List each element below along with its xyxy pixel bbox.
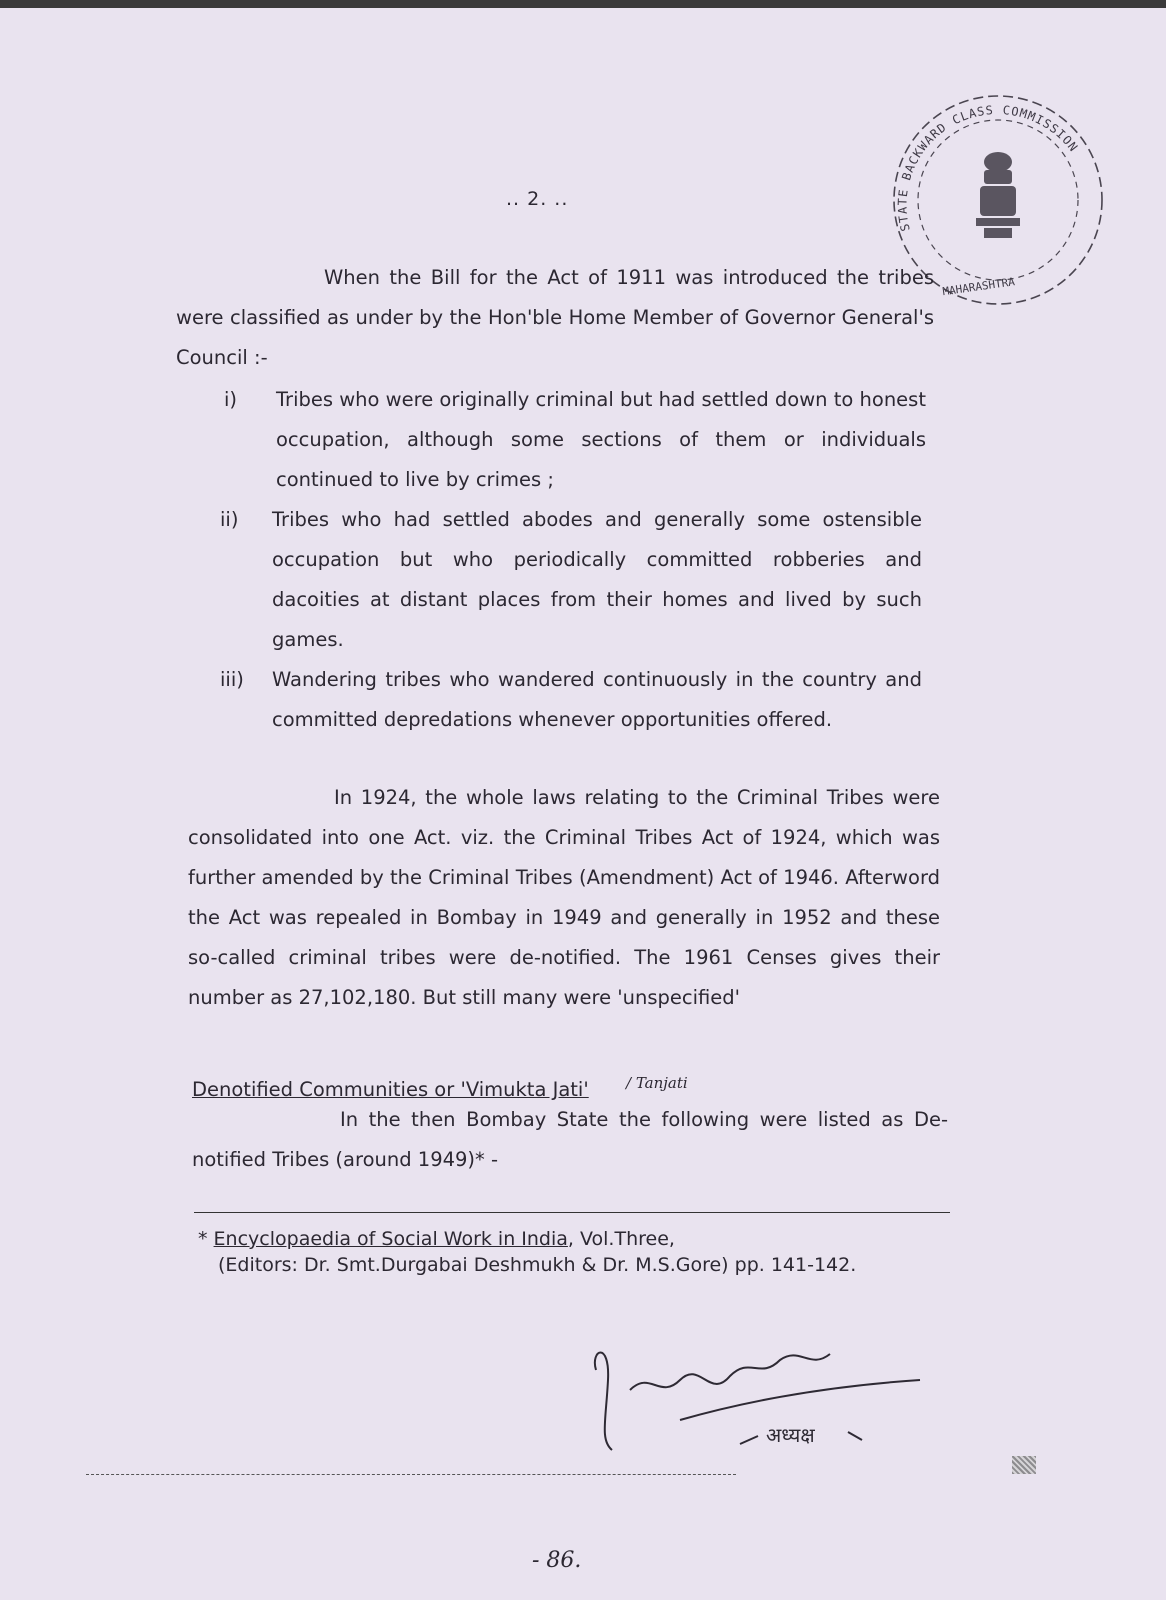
footnote-editors: (Editors: Dr. Smt.Durgabai Deshmukh & Dr. M.S.Gore) pp. 141-142. (218, 1254, 857, 1276)
signature-designation: अध्यक्ष (766, 1423, 815, 1447)
emblem-icon (976, 152, 1020, 238)
footnote-title: Encyclopaedia of Social Work in India (213, 1228, 568, 1250)
handwritten-signature (590, 1340, 930, 1480)
paragraph-1911-act: When the Bill for the Act of 1911 was introduced the tribes were classified as under by the Hon'ble Home Member of Governor General's Council :- (176, 266, 934, 369)
handwritten-page-number: - 86. (532, 1548, 582, 1573)
footnote (198, 1226, 856, 1278)
scan-artifact (1012, 1456, 1036, 1474)
scan-artifact-line (86, 1474, 736, 1475)
seal-bottom-text: MAHARASHTRA (941, 275, 1016, 299)
section-heading: Denotified Communities or 'Vimukta Jati' (192, 1078, 589, 1101)
paragraph-1924-act: In 1924, the whole laws relating to the Criminal Tribes were consolidated into one Act. viz. the Criminal Tribes Act of 1924, which was further amended by the Criminal Tribes (Amendment) Act of 1946. Afterword the Act was repealed in Bombay in 1949 and generally in 1952 and these so-called criminal tribes were de-notified. The 1961 Censes gives their number as 27,102,180. But still many were 'unspecified' (188, 786, 940, 1009)
page-number: .. 2. .. (506, 188, 569, 210)
scan-edge (0, 0, 1166, 8)
footnote-marker: * (198, 1228, 214, 1250)
list-number: iii) (220, 668, 244, 691)
seal-ring-text: STATE BACKWARD CLASS COMMISSION (895, 102, 1081, 233)
handwritten-annotation: / Tanjati (626, 1074, 688, 1092)
list-number: ii) (220, 508, 239, 531)
list-text: Tribes who were originally criminal but had settled down to honest occupation, although some sections of them or individuals continued to live by crimes ; (276, 388, 926, 491)
footnote-volume: , Vol.Three, (567, 1228, 675, 1250)
list-text: Wandering tribes who wandered continuously in the country and committed depredations whenever opportunities offered. (272, 668, 922, 731)
paragraph-bombay-state: In the then Bombay State the following were listed as De-notified Tribes (around 1949)* - (192, 1108, 948, 1171)
list-text: Tribes who had settled abodes and generally some ostensible occupation but who periodically committed robberies and dacoities at distant places from their homes and lived by such games. (272, 508, 922, 651)
footnote-divider (194, 1212, 950, 1213)
list-number: i) (224, 388, 238, 411)
